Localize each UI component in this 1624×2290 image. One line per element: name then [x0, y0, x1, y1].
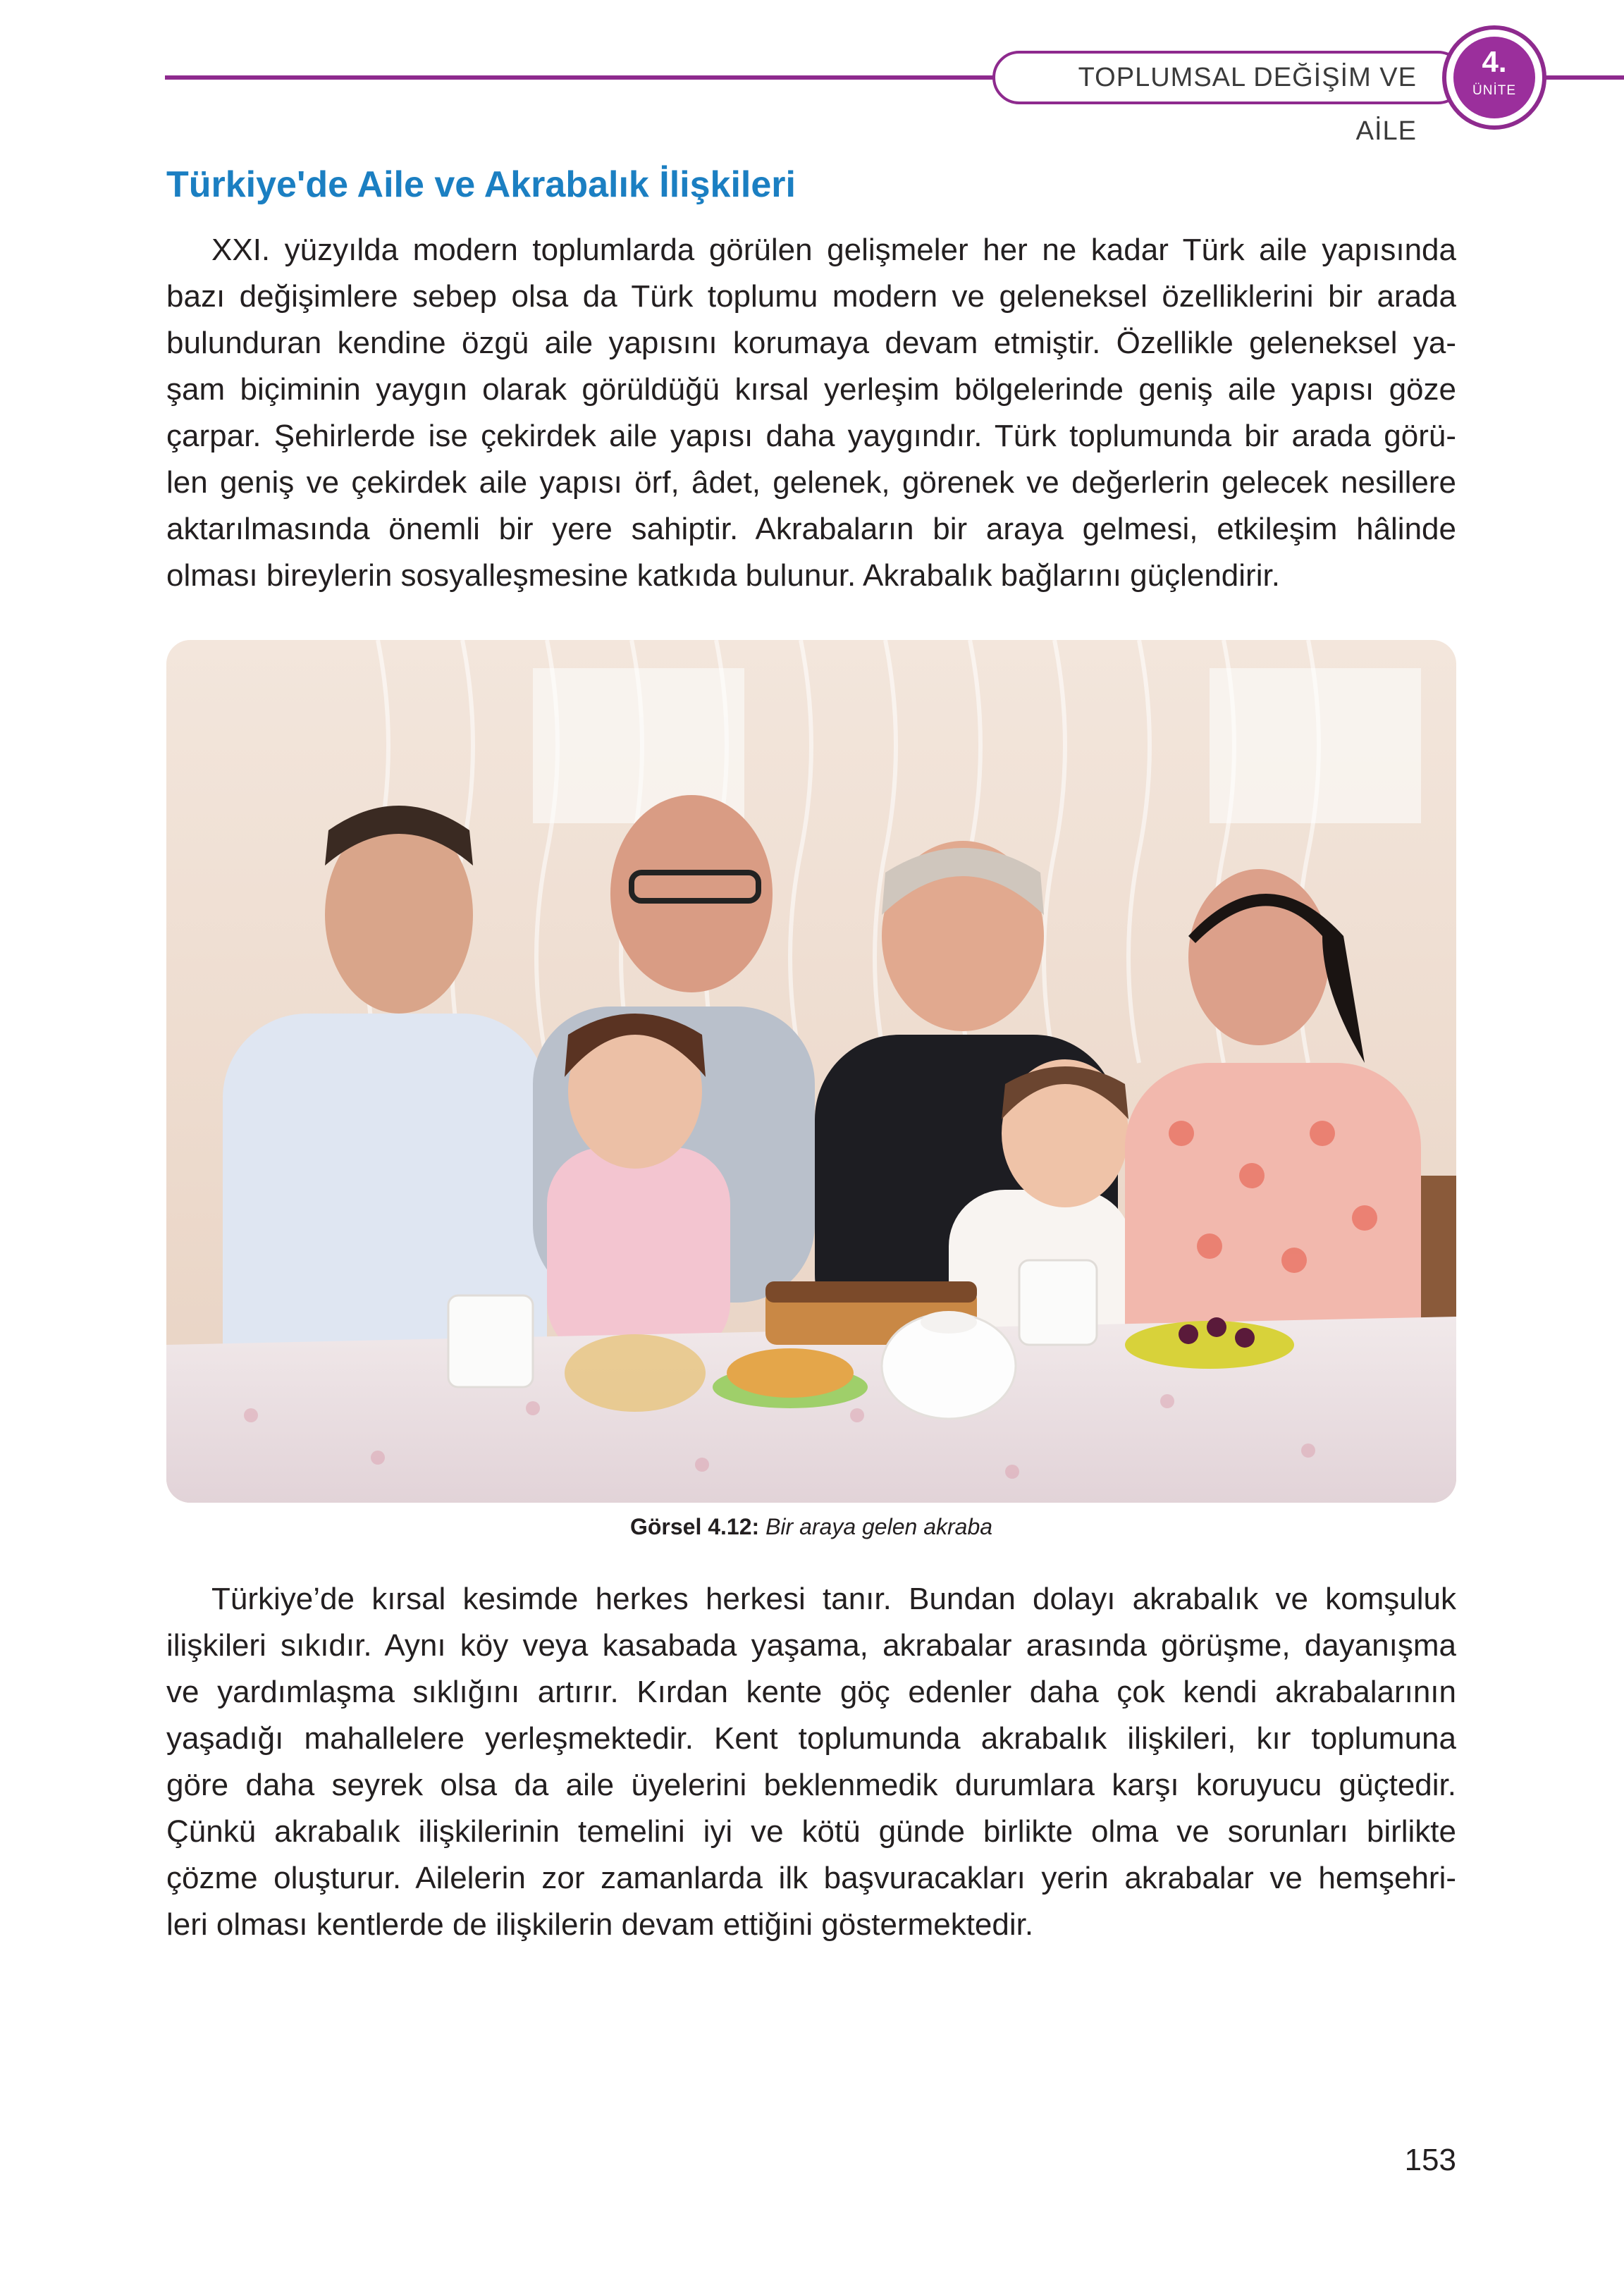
figure-caption-text: Bir araya gelen akraba [765, 1514, 993, 1539]
text-line: yaşadığı mahallelere yerleşmektedir. Kent toplumunda akrabalık ilişkileri, kır toplumuna [166, 1721, 1456, 1756]
text-line: leri olması kentlerde de ilişkilerin devam ettiğini göstermektedir. [166, 1907, 1034, 1942]
unit-label: ÜNİTE [1472, 83, 1516, 98]
text-line: aktarılmasında önemli bir yere sahiptir. Akrabaların bir araya gelmesi, etkileşim hâlinde [166, 512, 1456, 546]
text-line: çözme oluşturur. Ailelerin zor zamanlarda ilk başvuracakları yerin akrabalar ve hemşehri- [166, 1861, 1456, 1895]
text-line: bulunduran kendine özgü aile yapısını korumaya devam etmiştir. Özellikle geleneksel ya- [166, 326, 1456, 360]
header-rule-left [165, 75, 997, 80]
text-line: olması bireylerin sosyalleşmesine katkıda bulunur. Akrabalık bağlarını güçlendirir. [166, 558, 1280, 593]
text-line: XXI. yüzyılda modern toplumlarda görülen gelişmeler her ne kadar Türk aile yapısında [211, 233, 1456, 267]
figure-caption [166, 1514, 1456, 1540]
text-line: çarpar. Şehirlerde ise çekirdek aile yapısı daha yaygındır. Türk toplumunda bir arada görü- [166, 419, 1456, 453]
text-line: ilişkileri sıkıdır. Aynı köy veya kasabada yaşama, akrabalar arasında görüşme, dayanışma [166, 1628, 1456, 1663]
unit-number: 4. [1482, 45, 1507, 78]
family-photo [166, 640, 1456, 1503]
text-line: bazı değişimlere sebep olsa da Türk toplumu modern ve geleneksel özelliklerini bir arada [166, 279, 1456, 314]
text-line: Çünkü akrabalık ilişkilerinin temelini iyi ve kötü günde birlikte olma ve sorunları birlikte [166, 1814, 1456, 1849]
figure-label: Görsel 4.12: [629, 1514, 760, 1539]
unit-badge [1453, 37, 1535, 118]
paragraph-rural [166, 1576, 1456, 1948]
section-heading: Türkiye'de Aile ve Akrabalık İlişkileri [166, 164, 796, 205]
page-number: 153 [1404, 2143, 1456, 2177]
chapter-title: TOPLUMSAL DEĞİŞİM VE AİLE [1078, 63, 1417, 146]
header-rule-right [1537, 75, 1624, 80]
text-line: şam biçiminin yaygın olarak görüldüğü kırsal yerleşim bölgelerinde geniş aile yapısı göze [166, 372, 1456, 407]
text-line: ve yardımlaşma sıklığını artırır. Kırdan kente göç edenler daha çok kendi akrabalarının [166, 1675, 1456, 1709]
text-line: Türkiye’de kırsal kesimde herkes herkesi tanır. Bundan dolayı akrabalık ve komşuluk [211, 1582, 1456, 1616]
paragraph-intro [166, 227, 1456, 599]
text-line: len geniş ve çekirdek aile yapısı örf, âdet, gelenek, görenek ve değerlerin gelecek nesillere [166, 465, 1456, 500]
text-line: göre daha seyrek olsa da aile üyelerini beklenmedik durumlara karşı koruyucu güçtedir. [166, 1768, 1456, 1802]
